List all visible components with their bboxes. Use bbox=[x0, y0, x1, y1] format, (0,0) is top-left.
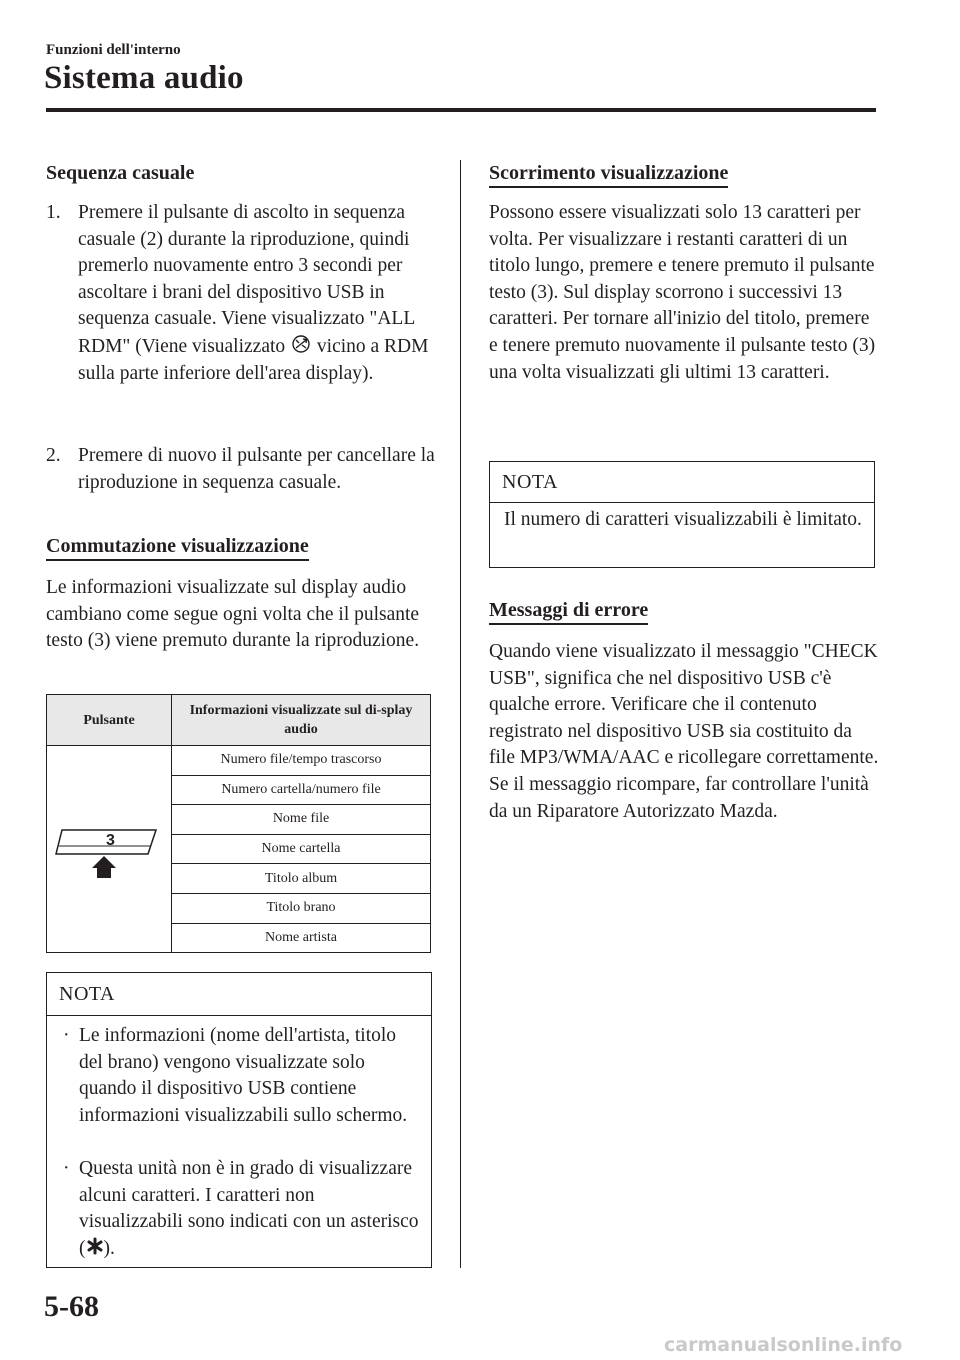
bullet-dot: · bbox=[63, 1025, 70, 1046]
table-row: Numero file/tempo trascorso bbox=[172, 746, 431, 776]
display-info-table bbox=[46, 694, 431, 953]
note-text: Il numero di caratteri visualizzabili è limitato. bbox=[504, 509, 862, 530]
scroll-text: Possono essere visualizzati solo 13 caratteri per volta. Per visualizzare i restanti caratteri di un titolo lungo, premere e tenere premuto il pulsante testo (3). Sul display scorrono i successivi 13 caratteri. Per tornare all'inizio del titolo, premere e tenere premuto nuovamente il pulsante testo (3) una volta visualizzati gli ultimi 13 caratteri. bbox=[489, 202, 876, 383]
table-row: Titolo album bbox=[172, 864, 431, 894]
display-switch-heading: Commutazione visualizzazione bbox=[46, 535, 309, 561]
display-switch-text: Le informazioni visualizzate sul display audio cambiano come segue ogni volta che il pulsante testo (3) viene premuto durante la riproduzione. bbox=[46, 577, 420, 652]
step-number: 2. bbox=[46, 445, 61, 466]
bullet-text: Le informazioni (nome dell'artista, titolo del brano) vengono visualizzate solo quando il dispositivo USB contiene informazioni visualizzabili sullo schermo. bbox=[79, 1025, 408, 1126]
note-bullet-1 bbox=[63, 1023, 423, 1129]
bullet-dot: · bbox=[63, 1158, 70, 1179]
table-row: Titolo brano bbox=[172, 893, 431, 923]
note-box-left bbox=[46, 972, 432, 1268]
shuffle-step-1 bbox=[46, 200, 436, 387]
column-divider bbox=[460, 160, 461, 1268]
note-box-right bbox=[489, 461, 875, 568]
table-header-info: Informazioni visualizzate sul di-splay audio bbox=[172, 695, 431, 746]
scroll-heading: Scorrimento visualizzazione bbox=[489, 162, 728, 188]
note-bullet-2 bbox=[63, 1156, 423, 1262]
shuffle-icon bbox=[290, 333, 312, 355]
section-label: Funzioni dell'interno bbox=[46, 42, 181, 58]
table-row: Numero cartella/numero file bbox=[172, 775, 431, 805]
scroll-heading-wrap bbox=[489, 162, 728, 188]
errors-heading-wrap bbox=[489, 599, 648, 625]
note-title: NOTA bbox=[490, 462, 874, 503]
step-text: Premere il pulsante di ascolto in sequenza casuale (2) durante la riproduzione, quindi premerlo nuovamente entro 3 secondi per ascoltare i brani del dispositivo USB in sequenza casuale. Viene visualizzato "ALL RDM" (Viene visualizzato vicino a RDM sulla parte inferiore dell'area display). bbox=[78, 202, 429, 384]
step-number: 1. bbox=[46, 202, 61, 223]
text-button-illustration bbox=[47, 746, 172, 953]
table-header-button: Pulsante bbox=[47, 695, 172, 746]
table-row: Nome artista bbox=[172, 923, 431, 953]
table-row: Nome file bbox=[172, 805, 431, 835]
shuffle-heading: Sequenza casuale bbox=[46, 162, 195, 184]
note-title: NOTA bbox=[47, 973, 431, 1016]
errors-text: Quando viene visualizzato il messaggio "CHECK USB", significa che nel dispositivo USB c'è qualche errore. Verificare che il contenuto registrato nel dispositivo USB sia costituito da file MP3/WMA/AAC e ricollegare correttamente. Se il messaggio ricompare, far controllare l'unità da un Riparatore Autorizzato Mazda. bbox=[489, 641, 879, 822]
page-number: 5-68 bbox=[44, 1290, 99, 1323]
watermark: carmanualsonline.info bbox=[664, 1334, 903, 1356]
text-button-icon bbox=[54, 812, 164, 882]
header-rule bbox=[46, 108, 876, 112]
display-switch-heading-wrap bbox=[46, 535, 309, 561]
table-row: Nome cartella bbox=[172, 834, 431, 864]
shuffle-step-2 bbox=[46, 443, 436, 496]
page-title: Sistema audio bbox=[44, 60, 244, 96]
step-text: Premere di nuovo il pulsante per cancellare la riproduzione in sequenza casuale. bbox=[78, 445, 435, 493]
asterisk-icon bbox=[86, 1237, 104, 1255]
errors-heading: Messaggi di errore bbox=[489, 599, 648, 625]
bullet-text: Questa unità non è in grado di visualizzare alcuni caratteri. I caratteri non visualizzabili sono indicati con un asterisco ( ). bbox=[79, 1158, 419, 1259]
button-number: 3 bbox=[106, 831, 115, 849]
